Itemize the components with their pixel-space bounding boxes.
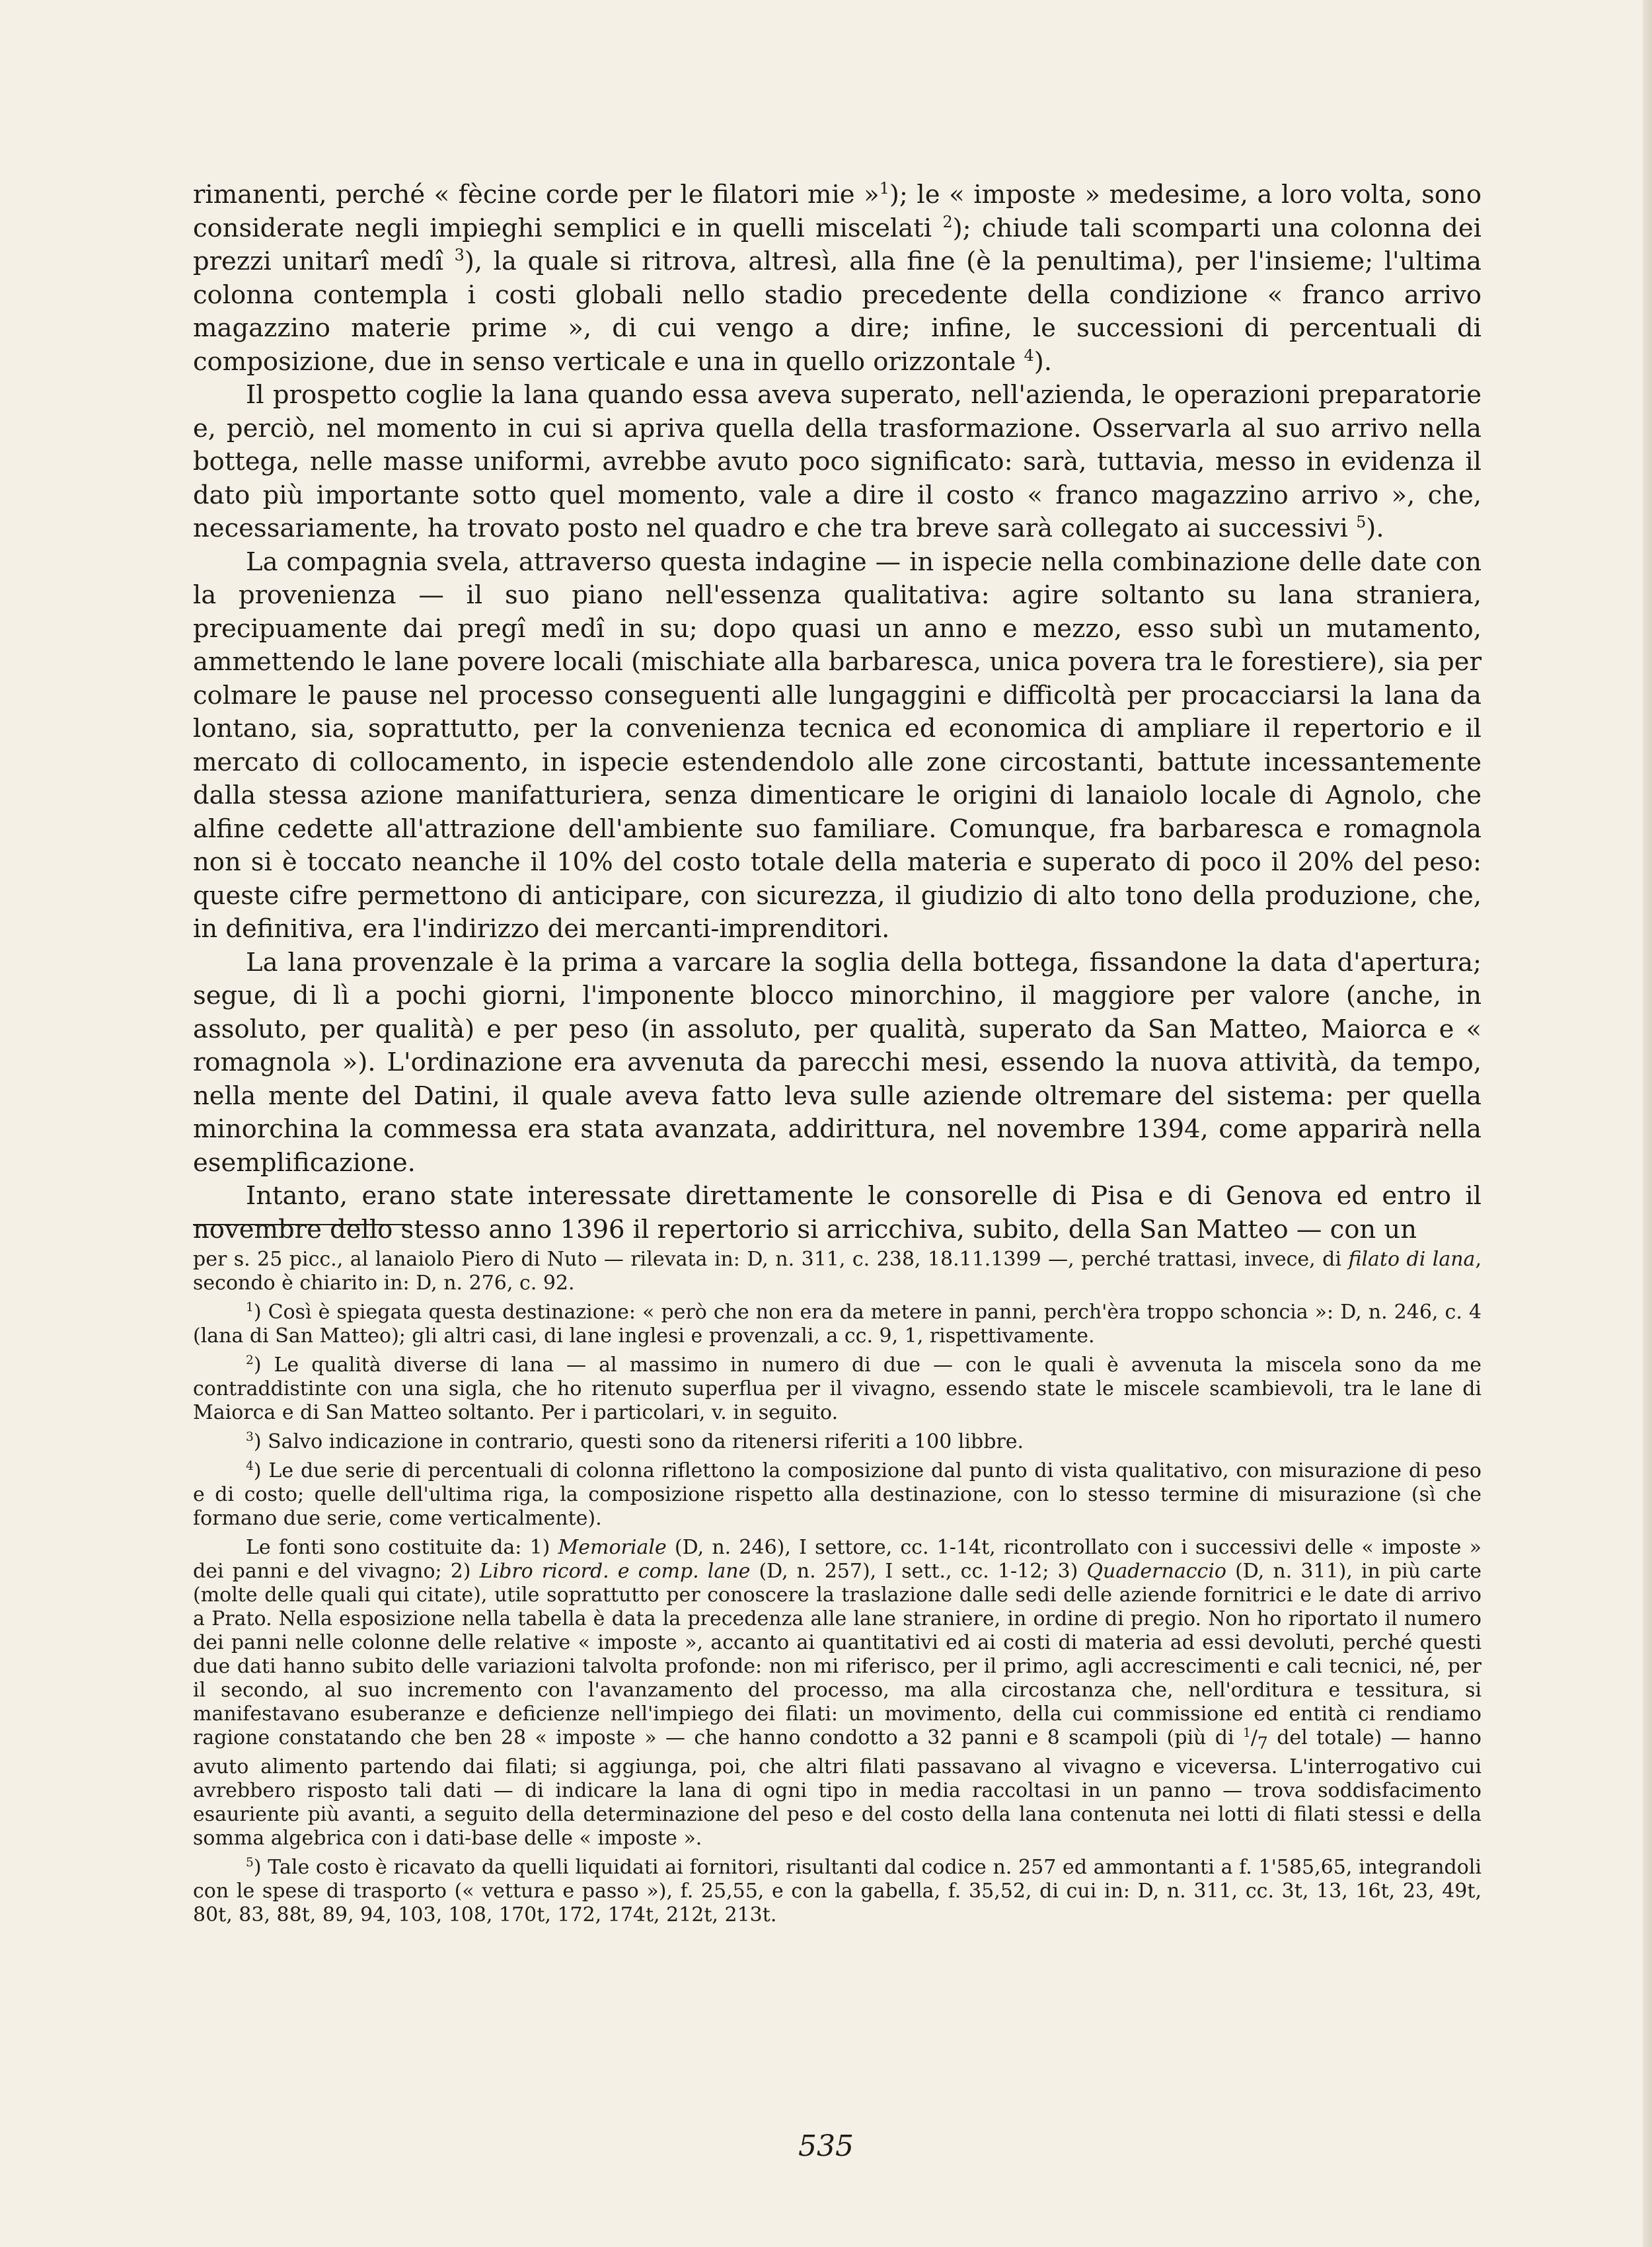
paragraph-1	[193, 178, 1482, 379]
text-run: ) Le qualità diverse di lana — al massimo in numero di due — con le quali è avvenuta la miscela sono da me contraddistinte con una sigla, che ho ritenuto superflua per il vivagno, essendo state le miscele scambievoli, tra le lane di Maiorca e di San Matteo soltanto. Per i particolari, v. in seguito.	[193, 1353, 1482, 1424]
fraction-denominator: 7	[1257, 1733, 1268, 1753]
text-run: (D, n. 311), in più carte (molte delle quali qui citate), utile soprattutto per conoscere la traslazione dalle sedi delle aziende fornitrici e le date di arrivo a Prato. Nella esposizione nella tabella è data la precedenza alle lane straniere, in ordine di pregio. Non ho riportato il numero dei panni nelle colonne delle relative « imposte », accanto ai quantitativi ed ai costi di materia ad essi devoluti, perché questi due dati hanno subito delle variazioni talvolta profonde: non mi riferisco, per il primo, agli accrescimenti e cali tecnici, né, per il secondo, al suo incremento con l'avanzamento del processo, ma alla circostanza che, nell'orditura e tessitura, si manifestavano esuberanze e deficienze nell'impiego dei filati: un movimento, della cui commissione ed entità ci rendiamo ragione constatando che ben 28 « imposte » — che hanno condotto a 32 panni e 8 scampoli (più di	[193, 1560, 1482, 1749]
text-run: ); le « imposte » medesime, a loro volta, sono considerate negli impieghi semplici e in quelli miscelati	[193, 180, 1482, 243]
text-run: ).	[1366, 514, 1384, 543]
paragraph-2	[193, 379, 1482, 546]
text-run: (D, n. 257), I sett., cc. 1-12; 3)	[750, 1560, 1087, 1583]
paragraph-3	[193, 546, 1482, 946]
footnote-5	[193, 1459, 1482, 1531]
text-run: rimanenti, perché « fècine corde per le filatori mie »	[193, 180, 880, 209]
footnote-3	[193, 1353, 1482, 1425]
text-run: ).	[1033, 346, 1052, 377]
note-ref: 4	[1024, 346, 1034, 365]
page-edge	[1643, 0, 1652, 2247]
text-run: Le fonti sono costituite da: 1)	[246, 1536, 558, 1559]
note-ref: 1	[879, 179, 889, 198]
text-run: ), la quale si ritrova, altresì, alla fine (è la penultima), per l'insieme; l'ultima colonna contempla i costi globali nello stadio precedente della condizione « franco arrivo magazzino materie prime », di cui vengo a dire; infine, le successioni di percentuali di composizione, due in senso verticale e una in quello orizzontale	[193, 247, 1482, 377]
text-run: Intanto, erano state interessate direttamente le consorelle di Pisa e di Genova ed entro il novembre dello stesso anno 1396 il repertorio si arricchiva, subito, della San Matteo — con un	[193, 1181, 1482, 1244]
note-ref: 3	[246, 1430, 254, 1444]
note-ref: 1	[1242, 1726, 1251, 1740]
text-run: ) Salvo indicazione in contrario, questi sono da ritenersi riferiti a 100 libbre.	[253, 1430, 1024, 1453]
main-text	[193, 178, 1482, 1246]
text-run: Il prospetto coglie la lana quando essa aveva superato, nell'azienda, le operazioni preparatorie e, perciò, nel momento in cui si apriva quella della trasformazione. Osservarla al suo arrivo nella bottega, nelle masse uniformi, avrebbe avuto poco significato: sarà, tuttavia, messo in evidenza il dato più importante sotto quel momento, vale a dire il costo « franco magazzino arrivo », che, necessariamente, ha trovato posto nel quadro e che tra breve sarà collegato ai successivi	[193, 380, 1482, 543]
note-ref: 5	[1356, 513, 1367, 532]
text-run: (D, n. 246), I settore, cc. 1-14t, ricontrollato con i successivi delle « imposte » dei panni e del vivagno; 2)	[193, 1536, 1482, 1583]
note-ref: 4	[246, 1459, 254, 1473]
note-ref: 5	[246, 1856, 254, 1870]
text-run: ) Le due serie di percentuali di colonna riflettono la composizione dal punto di vista qualitativo, con misurazione di peso e di costo; quelle dell'ultima riga, la composizione rispetto alla destinazione, con lo stesso termine di misurazione (sì che formano due serie, come verticalmente).	[193, 1459, 1482, 1530]
text-run: ) Tale costo è ricavato da quelli liquidati ai fornitori, risultanti dal codice n. 257 ed ammontanti a f. 1'585,65, integrandoli con le spese di trasporto (« vettura e passo »), f. 25,55, e con la gabella, f. 35,52, di cui in: D, n. 311, cc. 3t, 13, 16t, 23, 49t, 80t, 83, 88t, 89, 94, 103, 108, 170t, 172, 174t, 212t, 213t.	[193, 1856, 1482, 1926]
text-run: ) Così è spiegata questa destinazione: « però che non era da metere in panni, perch'èra troppo schoncia »: D, n. 246, c. 4 (lana di San Matteo); gli altri casi, di lane inglesi e provenzali, a cc. 9, 1, rispettivamente.	[193, 1301, 1482, 1348]
paragraph-5	[193, 1180, 1482, 1246]
text-run: La compagnia svela, attraverso questa indagine — in ispecie nella combinazione delle date con la provenienza — il suo piano nell'essenza qualitativa: agire soltanto su lana straniera, precipuamente dai pregî medî in su; dopo quasi un anno e mezzo, esso subì un mutamento, ammettendo le lane povere locali (mischiate alla barbaresca, unica povera tra le forestiere), sia per colmare le pause nel processo conseguenti alle lungaggini e difficoltà per procacciarsi la lana da lontano, sia, soprattutto, per la convenienza tecnica ed economica di ampliare il repertorio e il mercato di collocamento, in ispecie estendendolo alle zone circostanti, battute incessantemente dalla stessa azione manifatturiera, senza dimenticare le origini di lanaiolo locale di Agnolo, che alfine cedette all'attrazione dell'ambiente suo familiare. Comunque, fra barbaresca e romagnola non si è toccato neanche il 10% del costo totale della materia e superato di poco il 20% del peso: queste cifre permettono di anticipare, con sicurezza, il giudizio di alto tono della produzione, che, in definitiva, era l'indirizzo dei mercanti-imprenditori.	[193, 547, 1482, 944]
italic-title: Memoriale	[558, 1536, 667, 1559]
text-run: del totale) — hanno avuto alimento partendo dai filati; si aggiunga, poi, che altri filati passavano al vivagno e viceversa. L'interrogativo cui avrebbero risposto tali dati — di indicare la lana di ogni tipo in media raccoltasi in un panno — trova soddisfacimento esauriente più avanti, a seguito della determinazione del peso e del costo della lana contenuta nei lotti di filati stessi e della somma algebrica con i dati-base delle « imposte ».	[193, 1726, 1482, 1850]
italic-title: Quadernaccio	[1086, 1560, 1226, 1583]
page-number: 535	[798, 2129, 854, 2163]
footnote-7	[193, 1856, 1482, 1927]
footnote-4	[193, 1430, 1482, 1454]
note-ref: 2	[246, 1353, 254, 1367]
italic-title: filato di lana	[1348, 1248, 1476, 1271]
text-run: per s. 25 picc., al lanaiolo Piero di Nuto — rilevata in: D, n. 311, c. 238, 18.11.1399 —, perché trattasi, invece, di	[193, 1248, 1349, 1271]
footnotes	[193, 1248, 1482, 1927]
paragraph-4	[193, 946, 1482, 1180]
footnote-6	[193, 1536, 1482, 1850]
text-run: /	[1250, 1726, 1258, 1749]
footnote-2	[193, 1301, 1482, 1348]
italic-title: Libro ricord. e comp. lane	[479, 1560, 751, 1583]
note-ref: 1	[246, 1301, 254, 1314]
note-ref: 2	[942, 212, 953, 231]
footnote-1	[193, 1248, 1482, 1295]
text-run: La lana provenzale è la prima a varcare la soglia della bottega, fissandone la data d'apertura; segue, di lì a pochi giorni, l'imponente blocco minorchino, il maggiore per valore (anche, in assoluto, per qualità) e per peso (in assoluto, per qualità, superato da San Matteo, Maiorca e « romagnola »). L'ordinazione era avvenuta da parecchi mesi, essendo la nuova attività, da tempo, nella mente del Datini, il quale aveva fatto leva sulle aziende oltremare del sistema: per quella minorchina la commessa era stata avanzata, addirittura, nel novembre 1394, come apparirà nella esemplificazione.	[193, 947, 1482, 1178]
text-run: , secondo è chiarito in: D, n. 276, c. 92.	[193, 1248, 1482, 1295]
footnote-separator	[193, 1224, 411, 1225]
note-ref: 3	[454, 246, 465, 265]
text-run: ); chiude tali scomparti una colonna dei prezzi unitarî medî	[193, 213, 1482, 276]
